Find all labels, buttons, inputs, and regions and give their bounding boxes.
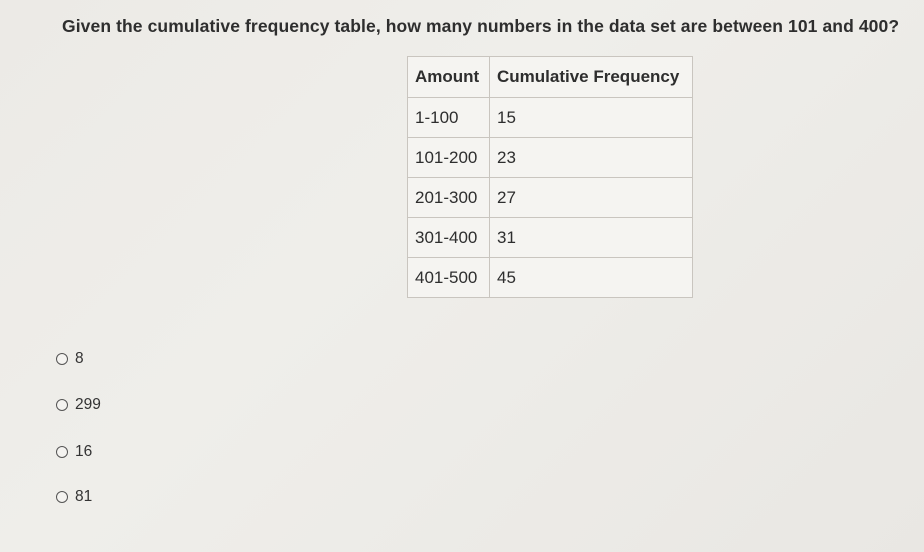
radio-button-icon[interactable] xyxy=(56,353,68,365)
radio-button-icon[interactable] xyxy=(56,446,68,458)
cell-amount: 1-100 xyxy=(408,98,490,138)
answer-option-2[interactable] xyxy=(56,396,101,414)
table-header-row xyxy=(408,57,693,98)
header-amount: Amount xyxy=(408,57,490,98)
cell-amount: 401-500 xyxy=(408,258,490,298)
answer-option-label[interactable]: 16 xyxy=(75,443,93,460)
cell-cumulative-frequency: 15 xyxy=(490,98,693,138)
answer-option-4[interactable] xyxy=(56,488,92,506)
answer-option-1[interactable] xyxy=(56,350,84,368)
radio-button-icon[interactable] xyxy=(56,491,68,503)
table-row xyxy=(408,178,693,218)
cell-cumulative-frequency: 31 xyxy=(490,218,693,258)
cell-amount: 101-200 xyxy=(408,138,490,178)
cell-cumulative-frequency: 45 xyxy=(490,258,693,298)
cumulative-frequency-table xyxy=(407,56,693,298)
cell-amount: 301-400 xyxy=(408,218,490,258)
answer-option-label[interactable]: 8 xyxy=(75,350,84,367)
answer-option-label[interactable]: 299 xyxy=(75,396,101,413)
cell-amount: 201-300 xyxy=(408,178,490,218)
header-cumulative-frequency: Cumulative Frequency xyxy=(490,57,693,98)
answer-option-label[interactable]: 81 xyxy=(75,488,93,505)
table-row xyxy=(408,218,693,258)
question-text: Given the cumulative frequency table, how many numbers in the data set are between 101 and 400? xyxy=(62,16,900,36)
table-row xyxy=(408,98,693,138)
cell-cumulative-frequency: 27 xyxy=(490,178,693,218)
radio-button-icon[interactable] xyxy=(56,399,68,411)
cell-cumulative-frequency: 23 xyxy=(490,138,693,178)
table-row xyxy=(408,258,693,298)
answer-option-3[interactable] xyxy=(56,443,92,461)
table-row xyxy=(408,138,693,178)
